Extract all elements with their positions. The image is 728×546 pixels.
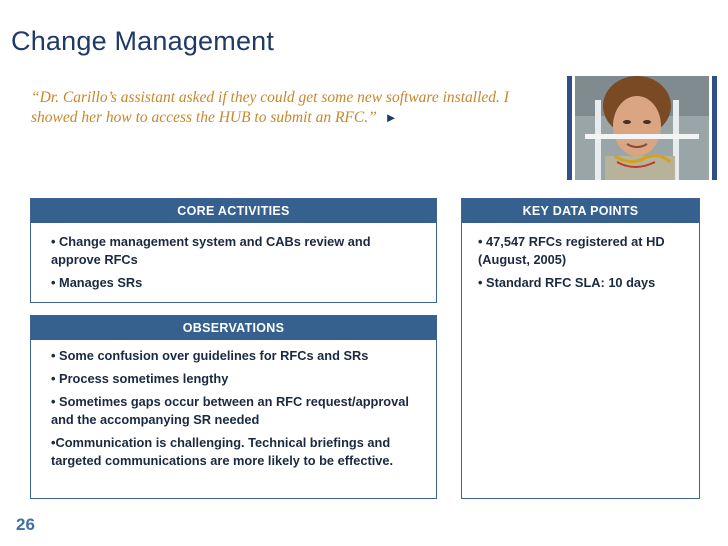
core-activities-list [31,223,436,303]
list-item: • Process sometimes lengthy [51,371,229,386]
observations-list [31,340,436,481]
photo-frame-right-bar [712,76,717,180]
photo-technician [575,76,709,180]
core-activities-panel [30,198,437,303]
page-number: 26 [16,515,35,534]
observations-panel [30,315,437,499]
list-item: • Change management system and CABs review and approve RFCs [51,234,371,267]
core-activities-heading: CORE ACTIVITIES [31,199,436,223]
key-data-points-panel [461,198,700,499]
key-data-points-list [462,223,699,303]
list-item: • Some confusion over guidelines for RFCs and SRs [51,348,369,363]
list-item: • Manages SRs [51,275,143,290]
slide-title: Change Management [11,26,275,56]
quote-body: “Dr. Carillo’s assistant asked if they could get some new software installed. I showed her how to access the HUB to submit an RFC.” [31,89,509,126]
arrow-icon: ► [384,110,398,125]
photo-frame-left-bar [567,76,572,180]
key-data-points-heading: KEY DATA POINTS [462,199,699,223]
list-item: • Sometimes gaps occur between an RFC request/approval and the accompanying SR needed [51,394,409,427]
quote-text [31,88,551,128]
list-item: • 47,547 RFCs registered at HD (August, 2005) [478,234,665,267]
observations-heading: OBSERVATIONS [31,316,436,340]
list-item: • Standard RFC SLA: 10 days [478,275,656,290]
list-item: •Communication is challenging. Technical briefings and targeted communications are more likely to be effective. [51,435,394,468]
